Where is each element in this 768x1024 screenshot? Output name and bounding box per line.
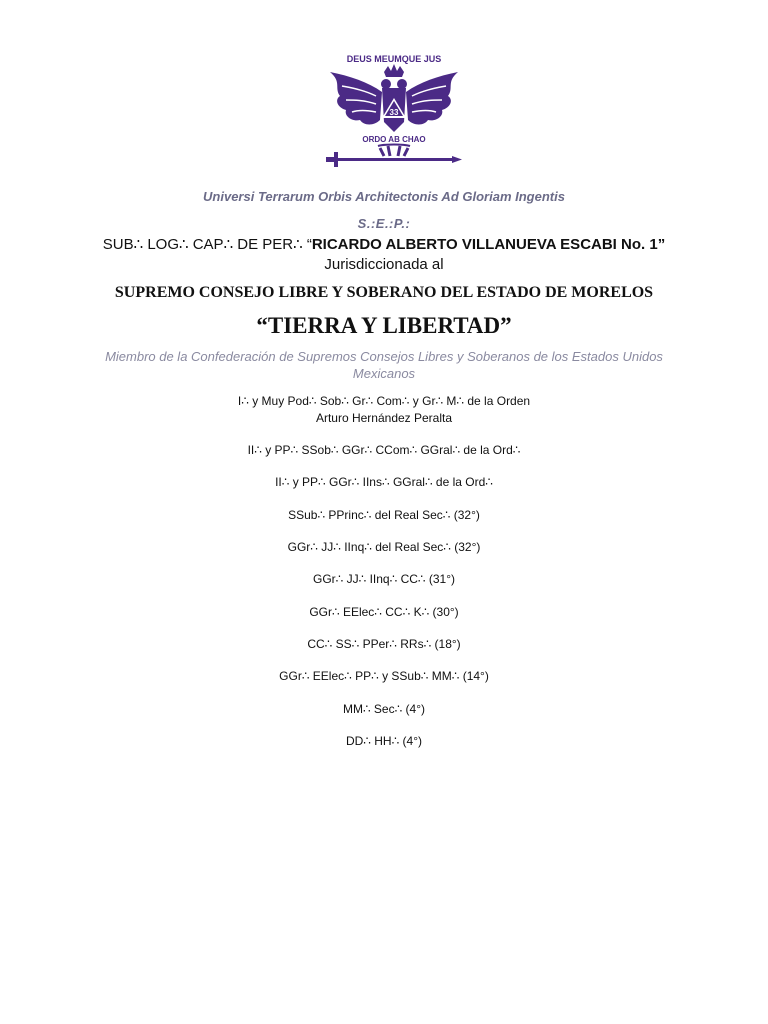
lodge-name	[0, 235, 768, 253]
lodge-prefix: SUB∴ LOG∴ CAP∴ DE PER∴ “	[102, 236, 312, 253]
title-line: CC∴ SS∴ PPer∴ RRs∴ (18°)	[307, 637, 461, 651]
title-line: DD∴ HH∴ (4°)	[345, 734, 423, 748]
logo-bottom-text: ORDO AB CHAO	[362, 135, 426, 144]
grand-commander-name: Arturo Hernández Peralta	[315, 411, 453, 425]
title-line: GGr∴ EElec∴ CC∴ K∴ (30°)	[309, 605, 459, 619]
lodge-title: RICARDO ALBERTO VILLANUEVA ESCABI No. 1”	[311, 236, 666, 253]
latin-motto: Universi Terrarum Orbis Architectonis Ad Gloriam Ingentis	[203, 189, 565, 204]
logo-number: 33	[389, 108, 399, 117]
title-line: GGr∴ JJ∴ IInq∴ del Real Sec∴ (32°)	[287, 540, 481, 554]
jurisdiction-line: Jurisdiccionada al	[324, 256, 444, 273]
confederation-membership: Miembro de la Confederación de Supremos Consejos Libres y Soberanos de los Estados Unidos Mexicanos	[105, 349, 663, 381]
logo-top-text: DEUS MEUMQUE JUS	[346, 54, 442, 64]
council-name: SUPREMO CONSEJO LIBRE Y SOBERANO DEL ESTADO DE MORELOS	[114, 284, 654, 301]
title-line: MM∴ Sec∴ (4°)	[342, 702, 426, 716]
title-line: SSub∴ PPrinc∴ del Real Sec∴ (32°)	[288, 508, 480, 522]
slogan: “TIERRA Y LIBERTAD”	[256, 313, 512, 338]
title-line: I∴ y Muy Pod∴ Sob∴ Gr∴ Com∴ y Gr∴ M∴ de la Orden	[237, 394, 531, 408]
sep-abbreviation: S.:E.:P.:	[357, 216, 411, 231]
title-line: II∴ y PP∴ SSob∴ GGr∴ CCom∴ GGral∴ de la Ord∴	[247, 443, 521, 457]
title-line: GGr∴ JJ∴ IInq∴ CC∴ (31°)	[312, 572, 456, 586]
title-line: GGr∴ EElec∴ PP∴ y SSub∴ MM∴ (14°)	[279, 669, 489, 683]
emblem-logo	[324, 48, 464, 176]
title-line: II∴ y PP∴ GGr∴ IIns∴ GGral∴ de la Ord∴	[275, 475, 493, 489]
